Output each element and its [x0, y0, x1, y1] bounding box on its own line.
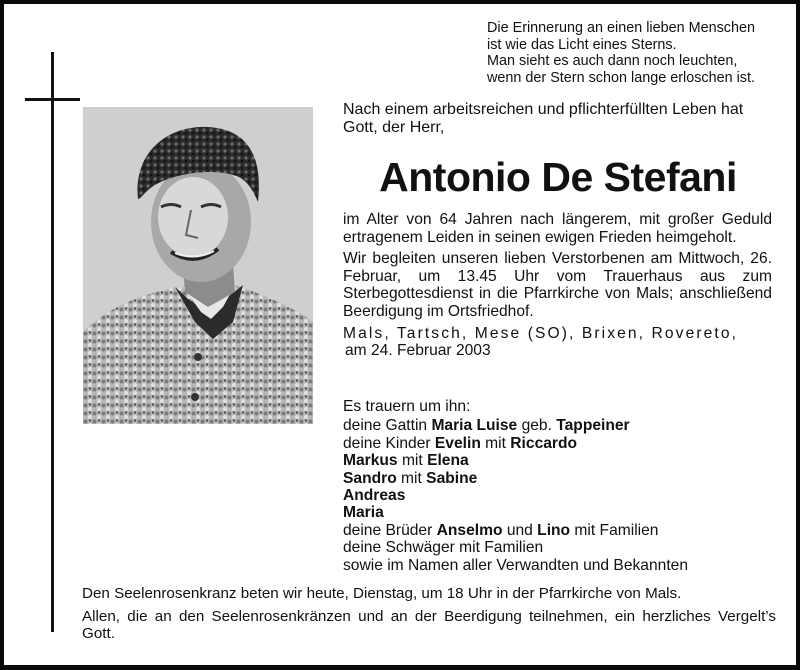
mourner-name: Evelin — [434, 434, 481, 452]
intro-text — [343, 101, 773, 137]
mourner-name: Markus — [343, 452, 398, 470]
mourners-list — [343, 398, 773, 574]
mourner-name: Maria — [343, 504, 384, 522]
mourner-name: Anselmo — [436, 521, 503, 539]
cross-icon-horizontal — [25, 98, 80, 101]
obituary-body — [343, 211, 772, 360]
quote-line: Die Erinnerung an einen lieben Menschen — [487, 20, 756, 36]
thanks-notice: Allen, die an den Seelenrosenkränzen und an der Beerdigung teilnehmen, ein herzliches Vergelt’s Gott. — [82, 607, 776, 642]
mourner-name: Sabine — [426, 469, 478, 487]
relation-label: deine Kinder — [343, 434, 435, 452]
relation-label: deine Brüder — [343, 521, 437, 539]
quote-line: Man sieht es auch dann noch leuchten, — [487, 53, 738, 70]
intro-line: Nach einem arbeitsreichen und pflichterfüllten Leben hat — [343, 101, 744, 118]
memorial-quote — [487, 20, 787, 86]
places-line: Mals, Tartsch, Mese (SO), Brixen, Rovereto, — [343, 324, 739, 342]
mourner-children — [343, 435, 773, 452]
rosary-notice: Den Seelenrosenkranz beten wir heute, Dienstag, um 18 Uhr in der Pfarrkirche von Mals. — [82, 585, 682, 602]
mourners-header: Es trauern um ihn: — [343, 398, 471, 415]
connector-text: mit — [397, 452, 428, 470]
connector-text: mit — [396, 469, 427, 487]
mourner-name: Sandro — [343, 469, 397, 487]
connector-text: und — [502, 521, 538, 539]
date-line: am 24. Februar 2003 — [345, 342, 491, 360]
quote-line: ist wie das Licht eines Sterns. — [487, 36, 677, 53]
mourner-wife — [343, 417, 773, 434]
quote-line: wenn der Stern schon lange erloschen ist. — [487, 69, 755, 86]
age-paragraph: im Alter von 64 Jahren nach längerem, mit großer Geduld ertragenem Leiden in seinen ewigen Frieden heimgeholt. — [343, 211, 772, 246]
mourner-child — [343, 470, 773, 487]
relation-label: deine Gattin — [343, 417, 432, 435]
connector-text: mit Familien — [570, 521, 659, 539]
footer-notes — [82, 585, 776, 648]
mourner-brothers — [343, 522, 773, 539]
mourner-child — [343, 504, 773, 521]
connector-text: geb. — [517, 417, 557, 435]
intro-line: Gott, der Herr, — [343, 119, 445, 136]
connector-text: mit — [480, 434, 511, 452]
mourner-name: Andreas — [343, 487, 406, 505]
deceased-name: Antonio De Stefani — [379, 154, 737, 200]
portrait-image-icon — [83, 107, 313, 424]
mourner-name: Lino — [537, 521, 571, 539]
cross-icon-vertical — [51, 52, 54, 632]
maiden-name: Tappeiner — [556, 417, 630, 435]
mourner-name: Elena — [427, 452, 469, 470]
funeral-paragraph: Wir begleiten unseren lieben Verstorbenen am Mittwoch, 26. Februar, um 13.45 Uhr vom Trauerhaus aus zum Sterbegottesdienst in die Pfarrkirche von Mals; anschließend Beerdigung im Ortsfriedhof. — [343, 250, 772, 320]
mourner-child — [343, 452, 773, 469]
mourner-in-laws: deine Schwäger mit Familien — [343, 539, 544, 557]
mourner-others: sowie im Namen aller Verwandten und Bekannten — [343, 556, 688, 574]
mourner-name: Riccardo — [510, 434, 578, 452]
mourner-child — [343, 487, 773, 504]
mourner-name: Maria Luise — [431, 417, 518, 435]
portrait-photo — [83, 107, 313, 424]
